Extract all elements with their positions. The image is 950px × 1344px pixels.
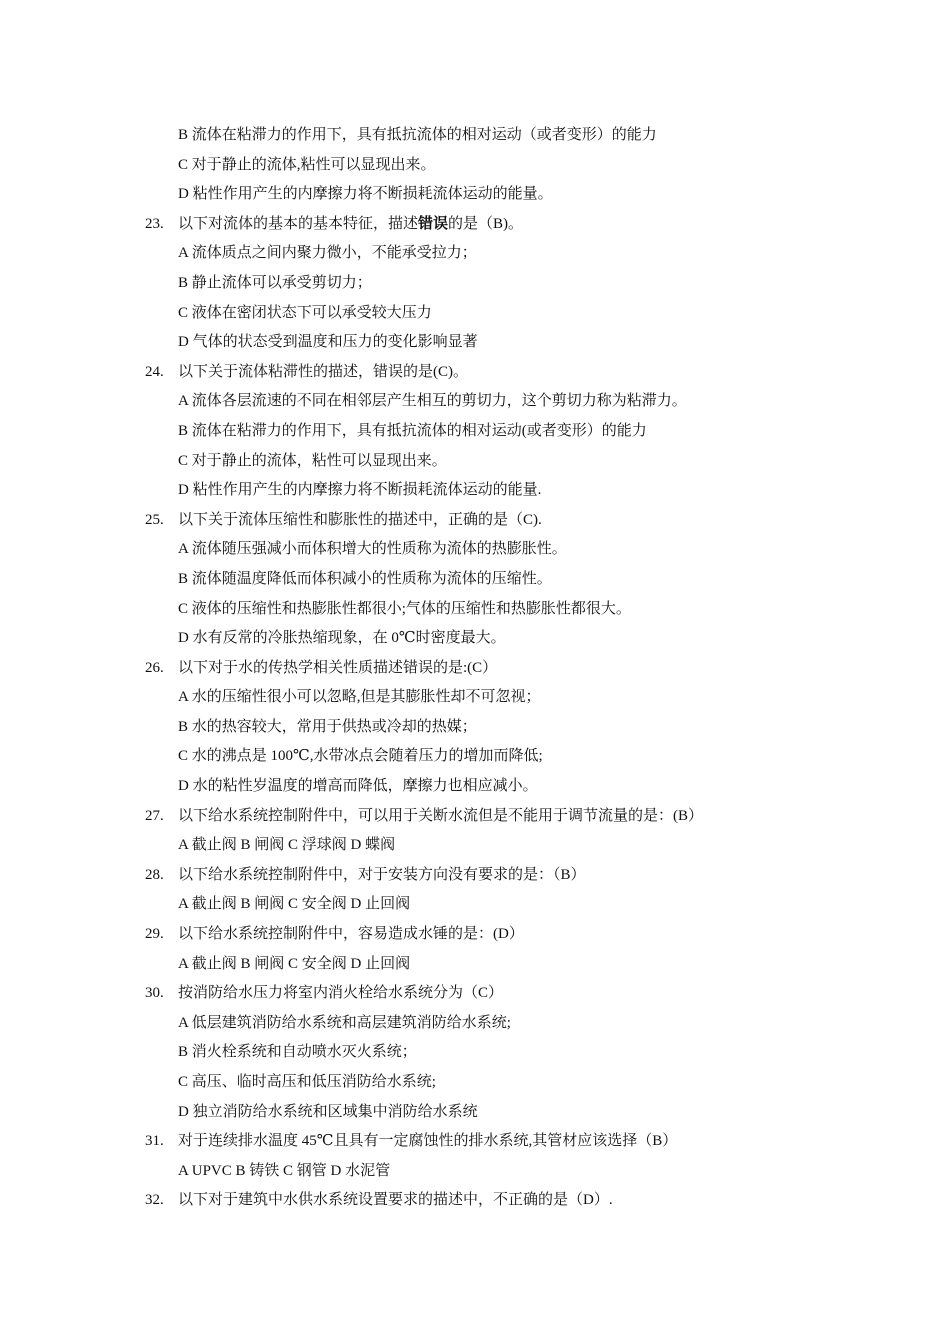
- question-number: 31.: [145, 1133, 164, 1150]
- answer-option: C 液体在密闭状态下可以承受较大压力: [178, 304, 432, 321]
- document-page: [0, 121, 950, 1216]
- question-number: 25.: [145, 511, 164, 528]
- question-number: 28.: [145, 866, 164, 883]
- question-line: [0, 506, 950, 536]
- answer-option: B 静止流体可以承受剪切力；: [178, 274, 372, 291]
- question-line: [0, 1186, 950, 1216]
- answer-option: D 水有反常的冷胀热缩现象，在 0℃时密度最大。: [178, 630, 506, 647]
- answer-option: A 流体质点之间内聚力微小，不能承受拉力；: [178, 245, 477, 262]
- question-number: 32.: [145, 1192, 164, 1209]
- question-line: [0, 654, 950, 684]
- question-text-part: 以下对于建筑中水供水系统设置要求的描述中，不正确的是（D）.: [178, 1192, 613, 1209]
- question-text: [178, 861, 586, 891]
- answer-option: A 低层建筑消防给水系统和高层建筑消防给水系统;: [178, 1014, 511, 1031]
- question-number: 26.: [145, 659, 164, 676]
- answer-option: D 水的粘性岁温度的增高而降低，摩擦力也相应减小。: [178, 778, 538, 795]
- answer-option: C 对于静止的流体，粘性可以显现出来。: [178, 452, 447, 469]
- answer-option: A 截止阀 B 闸阀 C 安全阀 D 止回阀: [178, 955, 411, 972]
- question-line: [0, 979, 950, 1009]
- answer-option: D 气体的状态受到温度和压力的变化影响显著: [178, 334, 478, 351]
- answer-option: C 水的沸点是 100℃,水带冰点会随着压力的增加而降低;: [178, 748, 543, 765]
- answer-option: B 流体随温度降低而体积减小的性质称为流体的压缩性。: [178, 570, 552, 587]
- question-line: [0, 210, 950, 240]
- question-text: [178, 802, 703, 832]
- question-text: [178, 654, 497, 684]
- question-text: [178, 506, 542, 536]
- question-text-part: 以下给水系统控制附件中，容易造成水锤的是：(D）: [178, 926, 524, 943]
- question-line: [0, 920, 950, 950]
- question-text-part: 以下给水系统控制附件中，可以用于关断水流但是不能用于调节流量的是：(B）: [178, 807, 704, 824]
- answer-option: A 流体各层流速的不同在相邻层产生相互的剪切力，这个剪切力称为粘滞力。: [178, 393, 687, 410]
- answer-option: A UPVC B 铸铁 C 钢管 D 水泥管: [178, 1162, 391, 1179]
- question-text: [178, 979, 503, 1009]
- emphasis-text: 错误: [418, 215, 449, 232]
- answer-option: A 水的压缩性很小可以忽略,但是其膨胀性却不可忽视；: [178, 689, 541, 706]
- answer-option: A 截止阀 B 闸阀 C 浮球阀 D 蝶阀: [178, 837, 396, 854]
- question-number: 24.: [145, 363, 164, 380]
- answer-option: A 截止阀 B 闸阀 C 安全阀 D 止回阀: [178, 896, 411, 913]
- question-text: [178, 1186, 613, 1216]
- answer-option: B 流体在粘滞力的作用下，具有抵抗流体的相对运动(或者变形）的能力: [178, 422, 647, 439]
- question-line: [0, 1127, 950, 1157]
- question-text-part: 以下对流体的基本的基本特征，描述: [178, 215, 419, 232]
- answer-option: C 高压、临时高压和低压消防给水系统;: [178, 1074, 436, 1090]
- question-text-part: 以下关于流体压缩性和膨胀性的描述中，正确的是（C).: [178, 511, 542, 528]
- answer-option: D 独立消防给水系统和区域集中消防给水系统: [178, 1103, 478, 1120]
- question-text-part: 对于连续排水温度 45℃且具有一定腐蚀性的排水系统,其管材应该选择（B）: [178, 1133, 678, 1150]
- question-text-part: 以下对于水的传热学相关性质描述错误的是:(C）: [178, 659, 498, 676]
- question-text: [178, 358, 468, 388]
- answer-option: B 消火栓系统和自动喷水灭火系统；: [178, 1044, 417, 1061]
- answer-option: D 粘性作用产生的内摩擦力将不断损耗流体运动的能量。: [178, 186, 553, 203]
- question-text-part: 按消防给水压力将室内消火栓给水系统分为（C）: [178, 985, 504, 1002]
- question-number: 23.: [145, 215, 164, 232]
- question-text: [178, 920, 524, 950]
- answer-option: B 水的热容较大，常用于供热或冷却的热媒；: [178, 718, 477, 735]
- answer-option: A 流体随压强减小而体积增大的性质称为流体的热膨胀性。: [178, 541, 567, 558]
- question-text: [178, 1127, 677, 1157]
- question-line: [0, 802, 950, 832]
- answer-option: B 流体在粘滞力的作用下，具有抵抗流体的相对运动（或者变形）的能力: [178, 127, 657, 143]
- question-text-part: 以下给水系统控制附件中，对于安装方向没有要求的是：（B）: [178, 866, 586, 883]
- question-number: 30.: [145, 985, 164, 1002]
- question-number: 27.: [145, 807, 164, 824]
- question-text-part: 的是（B)。: [448, 215, 524, 232]
- question-line: [0, 358, 950, 388]
- question-line: [0, 861, 950, 891]
- question-text: [178, 210, 523, 240]
- answer-option: C 液体的压缩性和热膨胀性都很小;气体的压缩性和热膨胀性都很大。: [178, 600, 631, 617]
- answer-option: C 对于静止的流体,粘性可以显现出来。: [178, 156, 436, 173]
- question-number: 29.: [145, 926, 164, 943]
- question-text-part: 以下关于流体粘滞性的描述，错误的是(C)。: [178, 363, 468, 380]
- answer-option: D 粘性作用产生的内摩擦力将不断损耗流体运动的能量.: [178, 482, 542, 499]
